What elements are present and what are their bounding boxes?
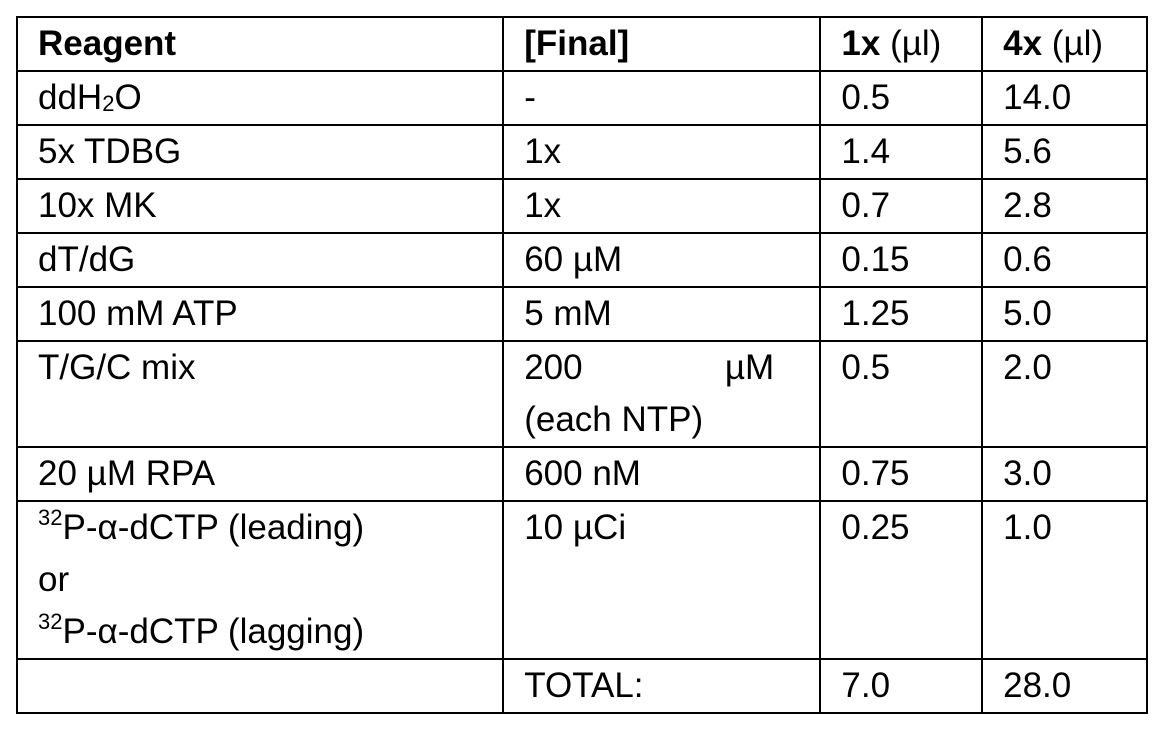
volume-4x-cell: 14.0 [982,71,1147,125]
reagent-text: P-α-dCTP (lagging) [62,612,365,651]
volume-1x-cell: 0.5 [820,341,982,447]
table-row [17,125,1147,179]
table-row [17,447,1147,501]
final-cell: 600 nM [503,447,820,501]
total-4x-cell: 28.0 [982,659,1147,713]
reagent-cell: 20 µM RPA [17,447,503,501]
reagent-table [16,16,1148,714]
volume-4x-cell: 3.0 [982,447,1147,501]
header-4x [982,17,1147,71]
final-cell [503,341,820,447]
final-line-2: (each NTP) [524,400,704,439]
reagent-cell [17,501,503,659]
header-1x-unit: (µl) [890,24,942,63]
total-1x-cell: 7.0 [820,659,982,713]
header-1x-label: 1x [841,24,881,63]
volume-4x-cell: 5.6 [982,125,1147,179]
table-row [17,71,1147,125]
header-4x-label: 4x [1003,24,1043,63]
final-cell: 10 µCi [503,501,820,659]
volume-1x-cell: 1.4 [820,125,982,179]
table-row [17,501,1147,659]
final-cell: 60 µM [503,233,820,287]
volume-4x-cell: 0.6 [982,233,1147,287]
reagent-text: O [114,78,142,117]
final-cell: 1x [503,179,820,233]
reagent-cell: T/G/C mix [17,341,503,447]
reagent-cell: dT/dG [17,233,503,287]
reagent-cell: 5x TDBG [17,125,503,179]
reagent-cell: 100 mM ATP [17,287,503,341]
reagent-text: P-α-dCTP (leading) [62,508,365,547]
final-cell: 1x [503,125,820,179]
final-line-1 [524,342,774,394]
reagent-cell [17,71,503,125]
volume-4x-cell: 1.0 [982,501,1147,659]
volume-4x-cell: 5.0 [982,287,1147,341]
table-row [17,179,1147,233]
header-row [17,17,1147,71]
table-row [17,287,1147,341]
subscript: 2 [102,91,115,116]
reagent-cell [17,659,503,713]
volume-1x-cell: 0.7 [820,179,982,233]
final-value: 200 [524,348,583,387]
reagent-line-or: or [38,560,70,599]
total-label: TOTAL: [503,659,820,713]
table-row [17,341,1147,447]
volume-1x-cell: 1.25 [820,287,982,341]
volume-1x-cell: 0.75 [820,447,982,501]
header-1x [820,17,982,71]
final-unit: µM [724,348,775,387]
reagent-line-lagging [38,606,502,658]
volume-1x-cell: 0.15 [820,233,982,287]
header-reagent: Reagent [17,17,503,71]
volume-4x-cell: 2.8 [982,179,1147,233]
isotope-superscript: 32 [38,609,63,634]
total-row [17,659,1147,713]
reagent-line-leading [38,502,502,554]
header-final: [Final] [503,17,820,71]
volume-1x-cell: 0.25 [820,501,982,659]
final-cell: 5 mM [503,287,820,341]
volume-4x-cell: 2.0 [982,341,1147,447]
final-cell: - [503,71,820,125]
header-4x-unit: (µl) [1051,24,1104,63]
table-row [17,233,1147,287]
reagent-text: ddH [38,78,103,117]
isotope-superscript: 32 [38,505,63,530]
volume-1x-cell: 0.5 [820,71,982,125]
reagent-cell: 10x MK [17,179,503,233]
